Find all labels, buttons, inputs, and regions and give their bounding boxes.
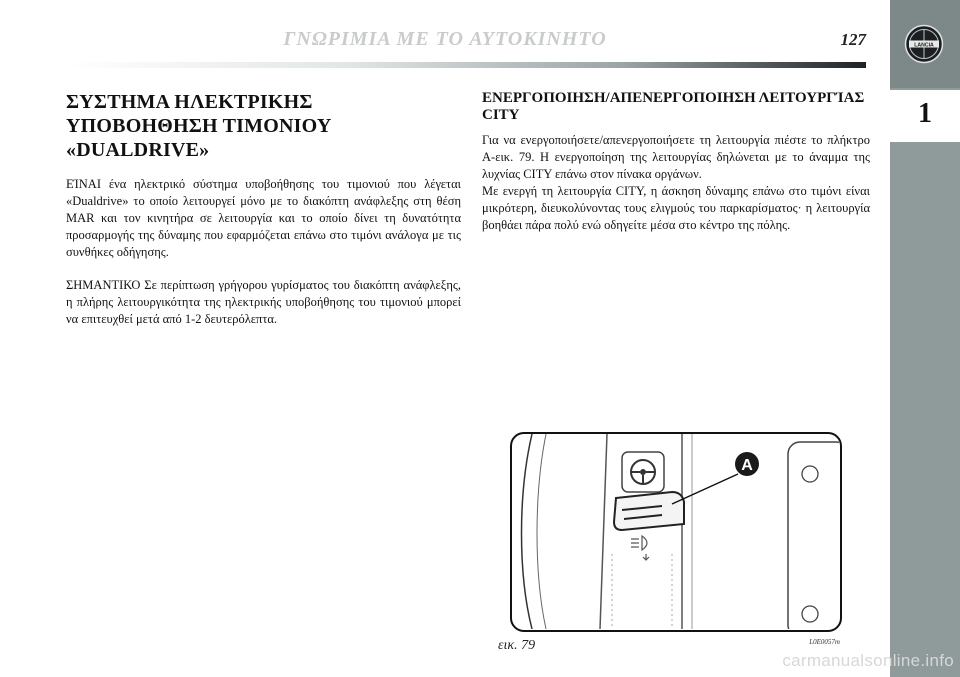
page-number: 127 [840, 30, 866, 49]
figure-code: L0E0057m [809, 638, 840, 646]
dashboard-illustration [512, 434, 839, 629]
chapter-sidebar [890, 0, 960, 677]
left-column [66, 90, 461, 328]
figure-caption: εικ. 79 [498, 638, 536, 653]
city-activation-text: Για να ενεργοποιήσετε/απενεργοποιήσετε τη λειτουργία πιέστε το πλήκτρο A-εικ. 79. Η ενεργοποίηση της λειτουργίας δηλώνεται με το άναμμα της λυχνίας CITY επάνω στον πίνακα οργάνων. [482, 133, 870, 181]
logo-text: LANCIA [914, 42, 934, 49]
figure-79 [510, 432, 842, 632]
section-heading-dualdrive: ΣΥΣΤΗΜΑ ΗΛΕΚΤΡΙΚΗΣ ΥΠΟΒΟΗΘΗΣΗ ΤΙΜΟΝΙΟΥ «DUALDRIVE» [66, 91, 332, 161]
city-effect-text: Με ενεργή τη λειτουργία CITY, η άσκηση δύναμης επάνω στο τιμόνι είναι μικρότερη, διευκολύνοντας τους ελιγμούς του παρκαρίσματος· η λειτουργία βοηθάει πάρα πολύ ενώ οδηγείτε μέσα στο κέντρο της πόλης. [482, 184, 870, 232]
page-header-title: ΓΝΩΡΙΜΙΑ ΜΕ ΤΟ ΑΥΤΟΚΙΝΗΤΟ [283, 28, 607, 50]
chapter-tab [890, 90, 960, 142]
lancia-logo-icon [904, 24, 944, 64]
header-rule [66, 62, 866, 68]
logo-area [890, 0, 960, 88]
headlamp-leveling-icon [631, 536, 649, 560]
dualdrive-important-note: ΣΗΜΑΝΤΙΚΟ Σε περίπτωση γρήγορου γυρίσματος του διακόπτη ανάφλεξης, η πλήρης λειτουργικότητα της ηλεκτρικής υποβοήθησης του τιμονιού μπορεί να επιτευχθεί μετά από 1-2 δευτερόλεπτα. [66, 278, 461, 326]
dashboard-screw-icon [802, 606, 818, 622]
steering-wheel-icon [631, 460, 655, 484]
chapter-number: 1 [918, 98, 932, 129]
callout-label: A [741, 457, 753, 474]
watermark: carmanualsonline.info [782, 651, 954, 670]
city-button [614, 492, 684, 530]
dualdrive-description: ΕΊΝΑΙ ένα ηλεκτρικό σύστημα υποβοήθησης του τιμονιού που λέγεται «Dualdrive» το οποίο λειτουργεί μόνο με το διακόπτη ανάφλεξης στη θέση MAR και τον κινητήρα σε λειτουργία και το οποίο δίνει τη δυνατότητα προσαρμογής της δύναμης που εφαρμόζεται επάνω στο τιμόνι ανάλογα με τις συνθήκες οδήγησης. [66, 177, 461, 259]
right-column [482, 90, 870, 234]
dashboard-screw-icon [802, 466, 818, 482]
section-heading-city: ΕΝΕΡΓΟΠΟΙΗΣΗ/ΑΠΕΝΕΡΓΟΠΟΙΗΣΗ ΛΕΙΤΟΥΡΓΊΑΣ CITY [482, 90, 865, 123]
